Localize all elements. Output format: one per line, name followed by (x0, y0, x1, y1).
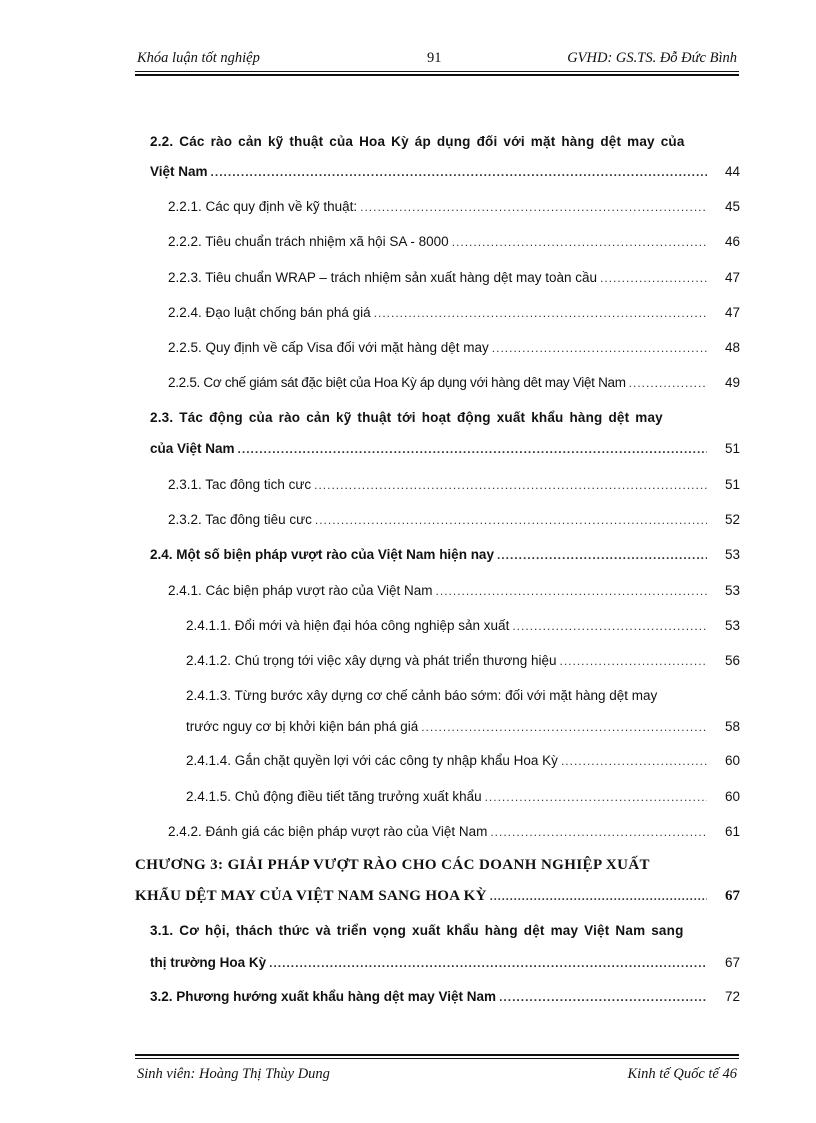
toc-entry-2-4-1-1 (186, 618, 740, 633)
toc-entry-label: 2.2.4. Đạo luật chống bán phá giá (168, 305, 371, 320)
toc-page-number: 60 (724, 753, 740, 768)
toc-entry-label: 2.2.5. Cơ chế giám sát đặc biệt của Hoa Kỳ áp dụng với hàng dêt may Việt Nam (168, 375, 626, 390)
toc-entry-label: 2.4.1.1. Đổi mới và hiện đại hóa công nghiệp sản xuất (186, 618, 510, 633)
toc-page-number: 52 (724, 512, 740, 527)
toc-entry-label: 3.2. Phương hướng xuất khẩu hàng dệt may Việt Nam (150, 989, 497, 1004)
toc-entry-2-4 (150, 547, 740, 562)
toc-entry-label: của Việt Nam (150, 441, 235, 456)
toc-entry-2-4-2 (168, 824, 740, 839)
toc-leader (499, 990, 707, 1004)
toc-entry-2-2-4 (168, 305, 740, 320)
footer-class: Kinh tế Quốc tế 46 (627, 1066, 737, 1082)
toc-entry-2-2-5-visa (168, 340, 740, 355)
toc-entry-label: 2.2.2. Tiêu chuẩn trách nhiệm xã hội SA - 8000 (168, 234, 449, 249)
toc-entry-label: thị trường Hoa Kỳ (150, 955, 267, 970)
toc-leader (315, 513, 707, 527)
header-page-number: 91 (427, 50, 442, 66)
toc-entry-2-2-1 (168, 199, 740, 214)
toc-leader (374, 306, 707, 320)
page-footer (135, 1064, 739, 1086)
toc-leader (360, 200, 707, 214)
toc-entry-2-4-1-4 (186, 753, 740, 768)
toc-leader (269, 956, 707, 970)
toc-entry-2-2-2 (168, 234, 740, 249)
toc-entry-2-4-1-2 (186, 653, 740, 668)
toc-page-number: 67 (724, 955, 740, 970)
toc-entry-2-4-1 (168, 583, 740, 598)
toc-page-number: 45 (724, 199, 740, 214)
toc-page-number: 51 (724, 477, 740, 492)
toc-entry-label: 2.4.1.2. Chú trọng tới việc xây dựng và phát triển thương hiệu (186, 653, 557, 668)
toc-page-number: 61 (724, 824, 740, 839)
toc-entry-3-1-line1: 3.1. Cơ hội, thách thức và triển vọng xuất khẩu hàng dệt may Việt Nam sang (150, 923, 684, 938)
toc-page-number: 56 (724, 653, 740, 668)
toc-entry-3-1 (150, 955, 740, 970)
toc-page-number: 60 (724, 789, 740, 804)
toc-entry-2-3-2 (168, 512, 740, 527)
toc-page-number: 51 (724, 441, 740, 456)
toc-leader (314, 478, 707, 492)
toc-leader (490, 825, 707, 839)
toc-entry-2-3-1 (168, 477, 740, 492)
toc-entry-label: 2.2.1. Các quy định về kỹ thuật: (168, 199, 358, 214)
toc-entry-label: 2.2.5. Quy định về cấp Visa đối với mặt hàng dệt may (168, 340, 489, 355)
toc-page-number: 53 (724, 547, 740, 562)
toc-leader (490, 889, 707, 904)
toc-leader (436, 584, 707, 598)
toc-leader (560, 654, 708, 668)
toc-leader (421, 720, 707, 734)
toc-entry-label: 2.3.2. Tac đông tiêu cưc (168, 512, 312, 527)
toc-leader (452, 235, 707, 249)
footer-rule-thick (135, 1054, 739, 1056)
toc-leader (238, 442, 707, 456)
toc-entry-label: 2.2.3. Tiêu chuẩn WRAP – trách nhiệm sản xuất hàng dệt may toàn cầu (168, 270, 598, 285)
toc-chapter-3-line1: CHƯƠNG 3: GIẢI PHÁP VƯỢT RÀO CHO CÁC DOANH NGHIỆP XUẤT (135, 857, 650, 873)
toc-entry-label: Việt Nam (150, 164, 208, 179)
toc-leader (512, 619, 707, 633)
toc-page-number: 46 (724, 234, 740, 249)
toc-entry-2-3-line1: 2.3. Tác động của rào cản kỹ thuật tới hoạt động xuất khẩu hàng dệt may (150, 410, 663, 425)
toc-leader (561, 754, 707, 768)
toc-entry-3-2 (150, 989, 740, 1004)
toc-entry-label: 2.4.1.5. Chủ động điều tiết tăng trưởng xuất khẩu (186, 789, 482, 804)
toc-leader (485, 790, 707, 804)
toc-entry-label: KHẨU DỆT MAY CỦA VIỆT NAM SANG HOA KỲ (135, 888, 487, 904)
page-header (135, 48, 739, 70)
footer-student: Sinh viên: Hoàng Thị Thùy Dung (137, 1066, 330, 1082)
toc-entry-label: 2.4.1. Các biện pháp vượt rào của Việt Nam (168, 583, 433, 598)
header-rule-thick (135, 74, 739, 76)
toc-entry-label: 2.4.1.4. Gắn chặt quyền lợi với các công ty nhập khẩu Hoa Kỳ (186, 753, 558, 768)
toc-page-number: 49 (724, 375, 740, 390)
toc-page-number: 67 (725, 888, 740, 904)
toc-entry-2-2-line1: 2.2. Các rào cản kỹ thuật của Hoa Kỳ áp dụng đối với mặt hàng dệt may của (150, 134, 685, 149)
toc-leader (492, 341, 707, 355)
toc-entry-label: 2.4.2. Đánh giá các biện pháp vượt rào của Việt Nam (168, 824, 488, 839)
toc-leader (497, 548, 707, 562)
toc-entry-2-4-1-5 (186, 789, 740, 804)
toc-leader (600, 271, 707, 285)
toc-leader (629, 376, 707, 390)
toc-page-number: 47 (724, 305, 740, 320)
toc-page-number: 53 (724, 618, 740, 633)
toc-entry-2-4-1-3 (186, 719, 740, 734)
header-rule (135, 71, 739, 72)
toc-entry-2-4-1-3-line1: 2.4.1.3. Từng bước xây dựng cơ chế cảnh báo sớm: đối với mặt hàng dệt may (186, 688, 658, 703)
header-supervisor: GVHD: GS.TS. Đỗ Đức Bình (567, 50, 737, 66)
toc-page-number: 72 (724, 989, 740, 1004)
toc-entry-label: trước nguy cơ bị khởi kiện bán phá giá (186, 719, 419, 734)
toc-entry-2-2-3 (168, 270, 740, 285)
toc-entry-2-2 (150, 164, 740, 179)
toc-chapter-3 (135, 888, 740, 905)
toc-page-number: 58 (724, 719, 740, 734)
toc-page-number: 48 (724, 340, 740, 355)
toc-entry-2-3 (150, 441, 740, 456)
header-thesis-title: Khóa luận tốt nghiệp (137, 50, 260, 66)
toc-page-number: 47 (724, 270, 740, 285)
toc-entry-2-2-5-monitoring (168, 375, 740, 390)
footer-rule (135, 1058, 739, 1059)
toc-page-number: 44 (724, 164, 740, 179)
toc-leader (211, 165, 707, 179)
toc-entry-label: 2.4. Một số biện pháp vượt rào của Việt Nam hiện nay (150, 547, 494, 562)
toc-page-number: 53 (724, 583, 740, 598)
toc-entry-label: 2.3.1. Tac đông tich cưc (168, 477, 312, 492)
